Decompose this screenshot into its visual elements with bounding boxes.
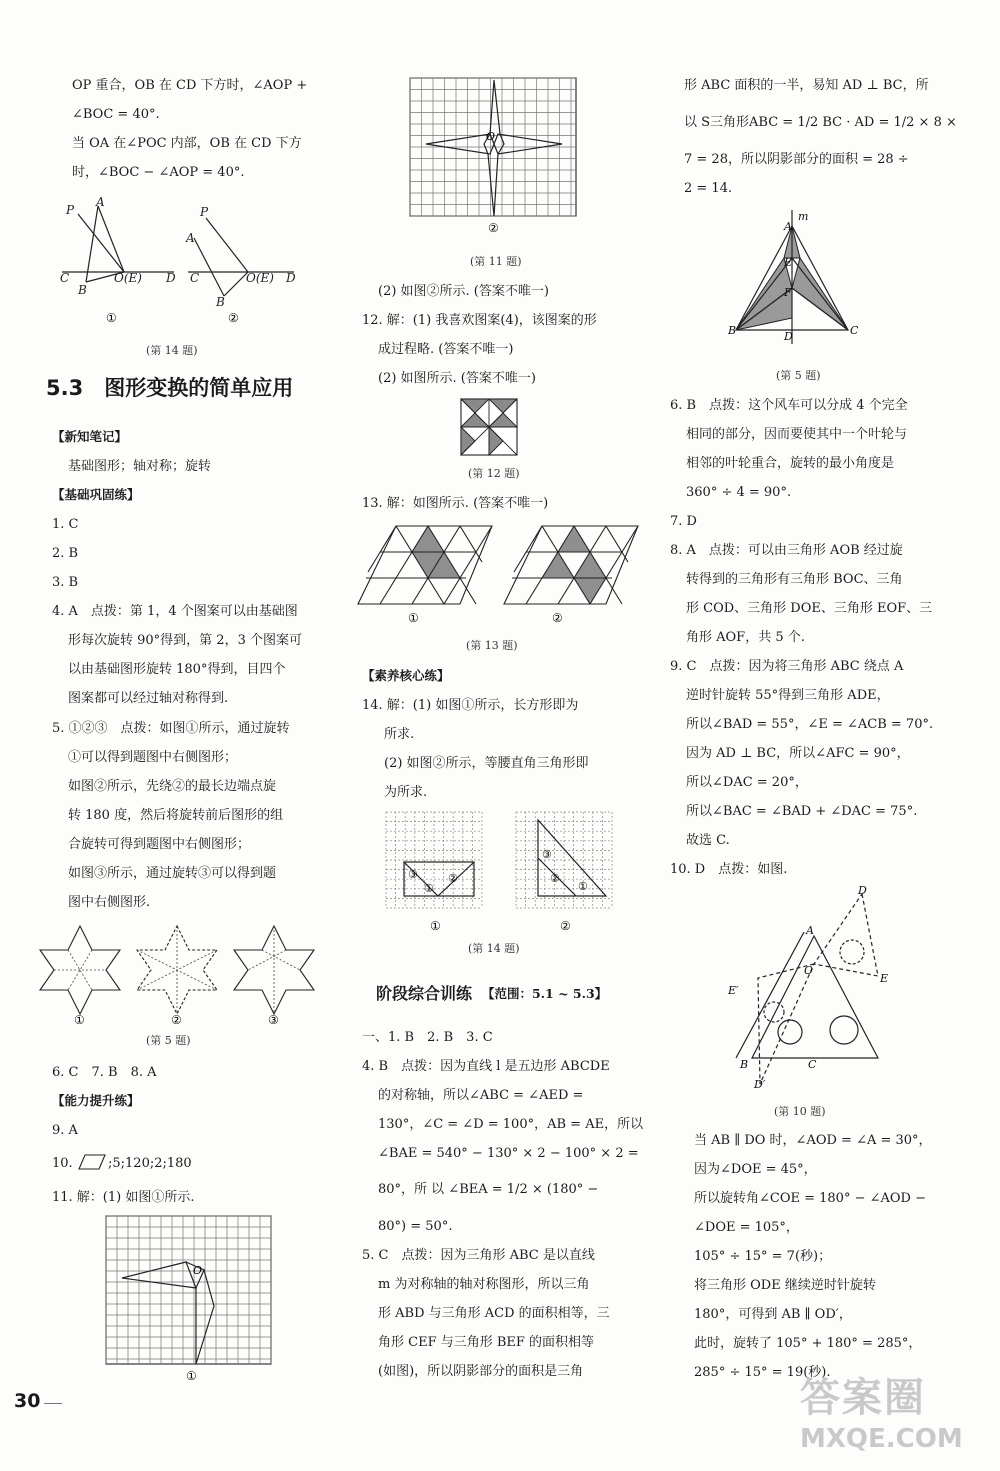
stage-q4-line-4: ∠BAE = 540° − 130° × 2 − 100° × 2 =: [378, 1146, 639, 1161]
answer-10-num: 10.: [52, 1156, 73, 1171]
rq6-line-2: 相同的部分，因而要使其中一个叶轮与: [686, 427, 908, 442]
figure-5-triangle: [728, 208, 868, 348]
heading-ability: 【能力提升练】: [52, 1093, 140, 1108]
figure-5-stars: [34, 924, 316, 1024]
fig5r-C: C: [850, 324, 859, 337]
fig11a-O: O: [193, 1264, 203, 1277]
fig14m-c1b: ①: [578, 880, 588, 893]
rq9-line-4: 因为 AD ⊥ BC，所以∠AFC = 90°，: [686, 746, 910, 761]
left-line-3: 当 OA 在∠POC 内部，OB 在 CD 下方: [72, 136, 302, 151]
fig14m-c3b: ③: [542, 848, 552, 861]
fig5-num-2: ②: [171, 1013, 182, 1024]
right-top-2: 以 S三角形ABC = 1/2 BC · AD = 1/2 × 8 ×: [684, 115, 957, 130]
fig13-num-1: ①: [408, 611, 419, 625]
stage-title: 阶段综合训练: [376, 984, 473, 1003]
answer-9: 9. A: [52, 1123, 78, 1138]
q5-line-1: 5. ①②③ 点拨：如图①所示，通过旋转: [52, 721, 290, 736]
fig14m-num-1: ①: [430, 919, 441, 933]
q4-line-1: 4. A 点拨：第 1，4 个图案可以由基础图: [52, 604, 298, 619]
fig5-num-3: ③: [268, 1013, 279, 1024]
fig14m-num-2: ②: [560, 919, 571, 933]
rq8-line-2: 转得到的三角形有三角形 BOC、三角: [686, 572, 903, 587]
fig5r-B: B: [728, 324, 737, 337]
right-top-4: 2 = 14.: [684, 181, 733, 196]
rq10-text-6: 将三角形 ODE 继续逆时针旋转: [694, 1278, 876, 1293]
fig14-caption: (第 14 题): [146, 344, 198, 357]
fig5r-m: m: [798, 210, 809, 223]
fig11a-num: ①: [186, 1369, 197, 1383]
figure-12-pattern: [460, 398, 518, 456]
label-B1: B: [78, 283, 87, 297]
answer-3: 3. B: [52, 575, 79, 590]
fig11b-O: O: [486, 130, 496, 143]
label-B2: B: [216, 295, 225, 309]
stage-q1-3: 一、1. B 2. B 3. C: [362, 1030, 493, 1045]
heading-basic: 【基础巩固练】: [52, 487, 140, 502]
figure-14-dashed-grids: [384, 810, 624, 934]
stage-q4-line-2: 的对称轴，所以∠ABC = ∠AED =: [378, 1088, 584, 1103]
q4-line-2: 形每次旋转 90°得到，第 2，3 个图案可: [68, 633, 302, 648]
q14-line-4: 为所求.: [384, 785, 428, 800]
rq9-line-3: 所以∠BAD = 55°，∠E = ∠ACB = 70°.: [686, 717, 934, 732]
q5-line-2: ①可以得到题图中右侧图形；: [68, 750, 238, 765]
fig10-O: O: [804, 964, 814, 977]
q14-line-2: 所求.: [384, 727, 415, 742]
rq10-text-9: 285° ÷ 15° = 19(秒).: [694, 1365, 831, 1380]
q12-line-3: (2) 如图所示. (答案不唯一): [378, 371, 536, 386]
rq10-line: 10. D 点拨：如图.: [670, 862, 788, 877]
q5-line-7: 图中右侧图形.: [68, 895, 151, 910]
fig5r-F: F: [784, 286, 792, 299]
rq10-text-8: 此时，旋转了 105° + 180° = 285°，: [694, 1336, 922, 1351]
label-D1: D: [166, 271, 176, 285]
fig5r-A: A: [784, 220, 792, 233]
rq10-text-7: 180°，可得到 AB ∥ OD′，: [694, 1307, 852, 1322]
q14-line-3: (2) 如图②所示，等腰直角三角形即: [384, 756, 589, 771]
fig12-caption: (第 12 题): [468, 467, 520, 480]
heading-core: 【素养核心练】: [362, 668, 450, 683]
fig13-caption: (第 13 题): [466, 639, 518, 652]
rq7: 7. D: [670, 514, 697, 529]
answer-2: 2. B: [52, 546, 79, 561]
label-P1: P: [66, 203, 75, 217]
rq10-text-3: 所以旋转角∠COE = 180° − ∠AOD −: [694, 1191, 927, 1206]
answer-10: ;5;120;2;180: [108, 1156, 192, 1171]
stage-q4-line-5: 80°，所 以 ∠BEA = 1/2 × (180° −: [378, 1182, 599, 1197]
figure-11-grid-2: [408, 76, 580, 236]
rq8-line-3: 形 COD、三角形 DOE、三角形 EOF、三: [686, 601, 933, 616]
rq8-line-1: 8. A 点拨：可以由三角形 AOB 经过旋: [670, 543, 903, 558]
rq9-line-6: 所以∠BAC = ∠BAD + ∠DAC = 75°.: [686, 804, 918, 819]
figure-13-triangles: [356, 522, 640, 628]
rq9-line-2: 逆时针旋转 55°得到三角形 ADE，: [686, 688, 890, 703]
fig10-B: B: [740, 1058, 749, 1071]
rq9-line-7: 故选 C.: [686, 833, 730, 848]
figure-11-grid-1: [104, 1214, 274, 1384]
q5-line-3: 如图②所示，先绕②的最长边端点旋: [68, 779, 277, 794]
fig14m-c1: ①: [424, 882, 434, 895]
rq10-text-1: 当 AB ∥ DO 时，∠AOD = ∠A = 30°，: [694, 1133, 932, 1148]
right-top-3: 7 = 28，所以阴影部分的面积 = 28 ÷: [684, 152, 909, 167]
rq6-line-1: 6. B 点拨：这个风车可以分成 4 个完全: [670, 398, 908, 413]
left-line-4: 时，∠BOC − ∠AOP = 40°.: [72, 165, 245, 180]
rq8-line-4: 角形 AOF，共 5 个.: [686, 630, 805, 645]
rq6-line-4: 360° ÷ 4 = 90°.: [686, 485, 792, 500]
label-P2: P: [200, 205, 209, 219]
label-A2: A: [186, 231, 195, 245]
rq10-text-5: 105° ÷ 15° = 7(秒)；: [694, 1249, 832, 1264]
fig14m-c3: ③: [408, 868, 418, 881]
q11-part2: (2) 如图②所示. (答案不唯一): [378, 284, 549, 299]
right-top-1: 形 ABC 面积的一半，易知 AD ⊥ BC，所: [684, 78, 929, 93]
fig5r-D: D: [784, 330, 793, 343]
fig14m-c2b: ②: [550, 872, 560, 885]
stage-q5-line-1: 5. C 点拨：因为三角形 ABC 是以直线: [362, 1248, 595, 1263]
rq9-line-5: 所以∠DAC = 20°，: [686, 775, 808, 790]
q4-line-4: 图案都可以经过轴对称得到.: [68, 691, 229, 706]
fig5r-caption: (第 5 题): [776, 369, 821, 382]
figure-14-left: [58, 196, 298, 326]
fig5-num-1: ①: [74, 1013, 85, 1024]
fig10-E: E: [880, 972, 889, 985]
fig5-caption: (第 5 题): [146, 1034, 191, 1047]
fig10-A: A: [806, 924, 814, 937]
q5-line-4: 转 180 度，然后将旋转前后图形的组: [68, 808, 284, 823]
rq6-line-3: 相邻的叶轮重合，旋转的最小角度是: [686, 456, 895, 471]
left-line-1: OP 重合，OB 在 CD 下方时，∠AOP +: [72, 78, 308, 93]
section-title: 5.3 图形变换的简单应用: [46, 376, 294, 400]
stage-q5-line-3: 形 ABD 与三角形 ACD 的面积相等，三: [378, 1306, 610, 1321]
q12-line-1: 12. 解：(1) 我喜欢图案(4)，该图案的形: [362, 313, 597, 328]
q14-line-1: 14. 解：(1) 如图①所示，长方形即为: [362, 698, 579, 713]
fig13-num-2: ②: [552, 611, 563, 625]
page-number: 30: [14, 1390, 41, 1412]
label-C1: C: [60, 271, 70, 285]
label-OE2: O(E): [246, 271, 274, 285]
label-C2: C: [190, 271, 200, 285]
fig14-num-2: ②: [228, 311, 239, 325]
fig10-caption: (第 10 题): [774, 1105, 826, 1118]
fig11b-num: ②: [488, 221, 499, 235]
q4-line-3: 以由基础图形旋转 180°得到，目四个: [68, 662, 286, 677]
stage-q4-line-6: 80°) = 50°.: [378, 1219, 453, 1234]
label-D2: D: [286, 271, 296, 285]
q13-line: 13. 解：如图所示. (答案不唯一): [362, 496, 549, 511]
q11-line-1: 11. 解：(1) 如图①所示.: [52, 1190, 195, 1205]
q5-line-5: 合旋转可得到题图中右侧图形；: [68, 837, 251, 852]
figure-10-rotation: [726, 884, 894, 1090]
stage-q5-line-2: m 为对称轴的轴对称图形，所以三角: [378, 1277, 590, 1292]
fig11-caption: (第 11 题): [470, 255, 522, 268]
fig10-D: D: [858, 884, 867, 897]
answer-1: 1. C: [52, 517, 79, 532]
heading-new-notes: 【新知笔记】: [52, 429, 128, 444]
left-line-2: ∠BOC = 40°.: [72, 107, 160, 122]
fig14m-caption: (第 14 题): [468, 942, 520, 955]
label-A1: A: [96, 196, 105, 209]
fig10-E2: E′: [728, 984, 739, 997]
rq10-text-4: ∠DOE = 105°，: [694, 1220, 799, 1235]
new-notes-text: 基础图形；轴对称；旋转: [68, 459, 212, 474]
q5-line-6: 如图③所示，通过旋转③可以得到题: [68, 866, 277, 881]
fig10-D2: D′: [754, 1078, 766, 1090]
rq10-text-2: 因为∠DOE = 45°，: [694, 1162, 817, 1177]
label-OE1: O(E): [114, 271, 142, 285]
stage-q4-line-3: 130°，∠C = ∠D = 100°，AB = AE，所以: [378, 1117, 644, 1132]
q12-line-2: 成过程略. (答案不唯一): [378, 342, 514, 357]
rq9-line-1: 9. C 点拨：因为将三角形 ABC 绕点 A: [670, 659, 904, 674]
fig5r-E: E: [784, 256, 793, 269]
stage-q5-line-4: 角形 CEF 与三角形 BEF 的面积相等: [378, 1335, 595, 1350]
stage-q5-line-5: (如图)，所以阴影部分的面积是三角: [378, 1364, 584, 1379]
fig14-num-1: ①: [106, 311, 117, 325]
watermark-top: 答案圈: [800, 1375, 926, 1421]
parallelogram-icon: [78, 1154, 106, 1170]
watermark-bottom: MXQE.COM: [800, 1424, 963, 1454]
fig10-C: C: [808, 1058, 817, 1071]
page-number-rule: [44, 1403, 62, 1404]
fig14m-c2: ②: [448, 872, 458, 885]
stage-range: 【范围：5.1 ~ 5.3】: [482, 986, 608, 1001]
stage-q4-line-1: 4. B 点拨：因为直线 l 是五边形 ABCDE: [362, 1059, 610, 1074]
answers-6-8: 6. C 7. B 8. A: [52, 1065, 157, 1080]
